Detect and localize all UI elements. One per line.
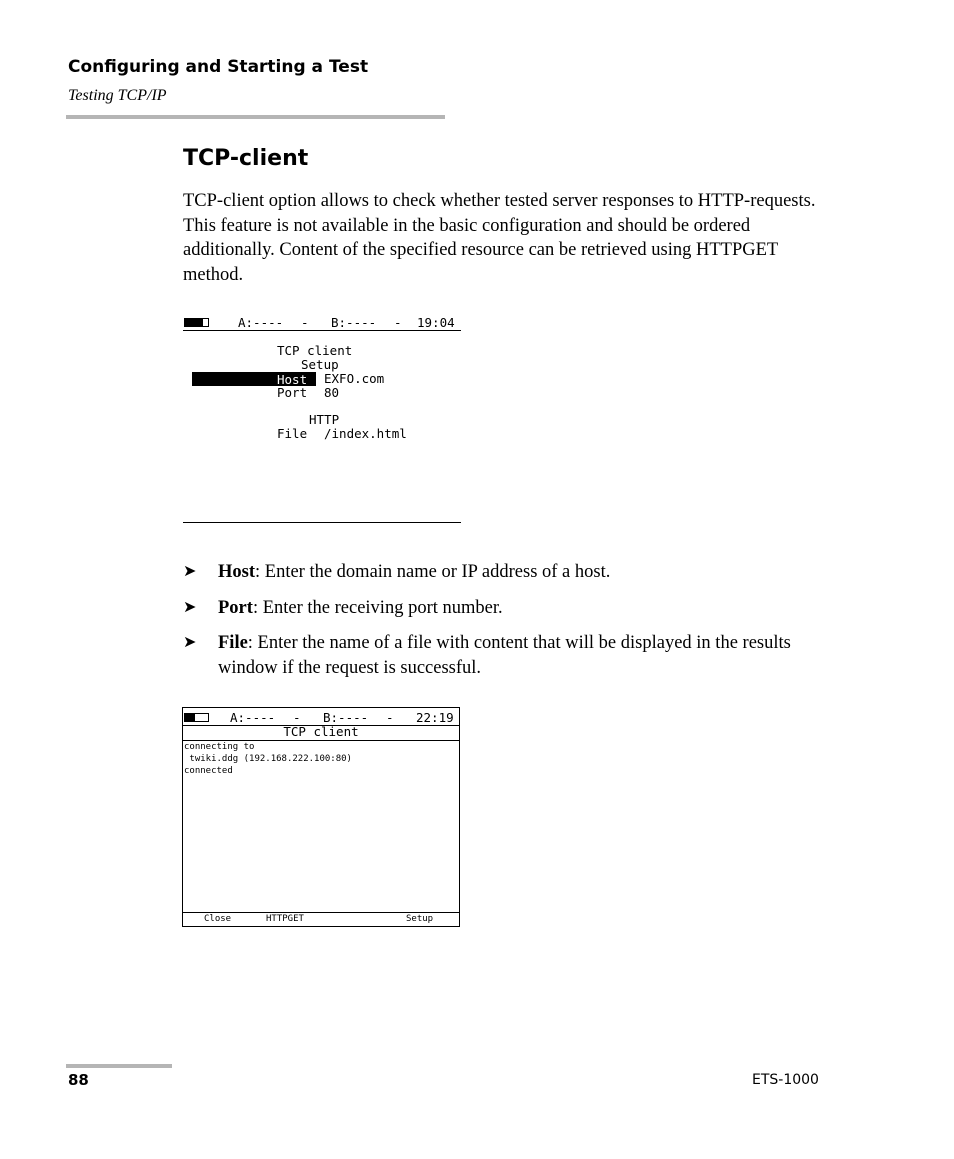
log-line: connecting to xyxy=(184,742,255,752)
log-line: twiki.ddg (192.168.222.100:80) xyxy=(184,754,352,764)
clock: 19:04 xyxy=(417,315,455,330)
description: : Enter the receiving port number. xyxy=(252,597,503,618)
header-rule xyxy=(66,115,445,119)
status-separator: - xyxy=(386,710,394,725)
softkey-menu xyxy=(183,912,459,926)
footer-rule xyxy=(66,1064,172,1068)
term: File xyxy=(218,633,248,653)
status-separator: - xyxy=(394,315,402,330)
clock: 22:19 xyxy=(416,710,454,725)
battery-icon xyxy=(184,713,209,722)
battery-icon xyxy=(184,318,209,327)
file-label[interactable]: File xyxy=(277,426,308,441)
httpget-button[interactable]: HTTPGET xyxy=(266,914,304,924)
port-a-status: A:---- xyxy=(238,315,284,330)
page-heading: TCP-client xyxy=(183,146,309,171)
battery-fill xyxy=(185,714,195,721)
term: Host xyxy=(218,562,255,582)
intro-paragraph: TCP-client option allows to check whether tested server responses to HTTP-requests. This feature is not available in the basic configuration and should be ordered additionally. Content of the specified resource can be retrieved using HTTPGET method. xyxy=(183,191,816,285)
port-label[interactable]: Port xyxy=(277,385,308,400)
screen-title: TCP client xyxy=(183,725,459,741)
page-number: 88 xyxy=(68,1071,89,1089)
list-item xyxy=(183,560,823,585)
port-a-status: A:---- xyxy=(230,710,276,725)
status-separator: - xyxy=(293,710,301,725)
host-row-highlight[interactable] xyxy=(192,372,316,386)
product-name: ETS-1000 xyxy=(752,1072,819,1088)
setup-button[interactable]: Setup xyxy=(406,914,434,924)
file-value[interactable]: /index.html xyxy=(324,426,407,441)
port-value[interactable]: 80 xyxy=(324,385,340,400)
host-value[interactable]: EXFO.com xyxy=(324,371,385,386)
port-b-status: B:---- xyxy=(323,710,369,725)
description: : Enter the name of a file with content that will be displayed in the results window if the request is successful. xyxy=(218,633,791,678)
port-b-status: B:---- xyxy=(331,315,377,330)
status-separator: - xyxy=(301,315,309,330)
arrow-bullet-icon: ➤ xyxy=(183,563,197,580)
result-screen xyxy=(182,707,460,927)
screen-subtitle: Setup xyxy=(301,357,339,372)
term: Port xyxy=(218,597,253,618)
setup-screen xyxy=(183,313,461,525)
screen-bottom-rule xyxy=(183,522,461,523)
arrow-bullet-icon: ➤ xyxy=(183,598,197,616)
host-label: Host xyxy=(277,372,308,387)
field-list xyxy=(183,560,823,691)
section-subtitle: Testing TCP/IP xyxy=(68,87,167,104)
http-label: HTTP xyxy=(309,412,340,427)
close-button[interactable]: Close xyxy=(204,914,232,924)
screen-title: TCP client xyxy=(277,343,353,358)
arrow-bullet-icon: ➤ xyxy=(183,634,197,651)
log-area xyxy=(184,741,352,777)
battery-fill xyxy=(185,319,203,326)
list-item xyxy=(183,631,823,680)
section-title: Configuring and Starting a Test xyxy=(68,57,369,77)
status-bar xyxy=(183,313,461,331)
list-item xyxy=(183,596,823,621)
description: : Enter the domain name or IP address of a host. xyxy=(255,562,611,582)
log-line: connected xyxy=(184,766,233,776)
